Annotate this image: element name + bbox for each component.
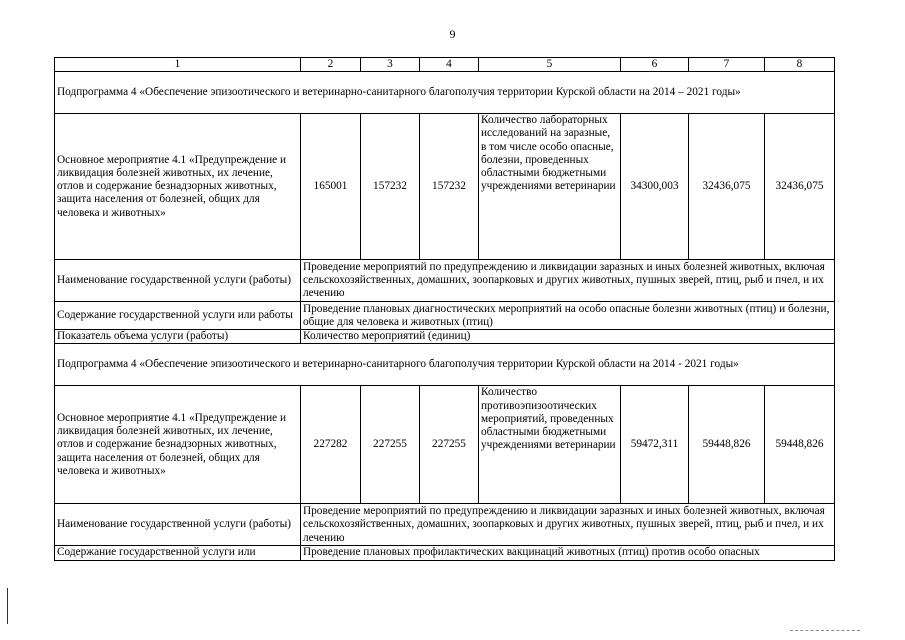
event-row xyxy=(55,114,835,260)
service-row xyxy=(55,504,835,546)
service-value: Проведение мероприятий по предупреждению и ликвидации заразных и иных болезней животных, включая сельскохозяйственных, домашних, зоопарковых и других животных, пушных зверей, птиц, рыб и пчел, и их лечению xyxy=(301,260,835,302)
header-cell: 1 xyxy=(55,58,301,72)
value-col2: 227282 xyxy=(301,386,361,504)
indicator-description: Количество лабораторных исследований на заразные, в том числе особо опасные, болезни, проведенных областными бюджетными учреждениями ветеринарии xyxy=(479,114,621,260)
header-cell: 8 xyxy=(765,58,835,72)
header-row xyxy=(55,58,835,72)
header-cell: 3 xyxy=(361,58,420,72)
scan-margin-mark xyxy=(7,588,8,624)
scan-artifact xyxy=(790,630,860,632)
service-row xyxy=(55,260,835,302)
content-value: Проведение плановых профилактических вакцинаций животных (птиц) против особо опасных xyxy=(301,546,835,560)
value-col2: 165001 xyxy=(301,114,361,260)
volume-value: Количество мероприятий (единиц) xyxy=(301,330,835,344)
content-row xyxy=(55,546,835,560)
event-description: Основное мероприятие 4.1 «Предупреждение и ликвидация болезней животных, их лечение, отлов и содержание безнадзорных животных, защита населения от болезней, общих для человека и животных» xyxy=(55,386,301,504)
volume-label: Показатель объема услуги (работы) xyxy=(55,330,301,344)
value-col3: 157232 xyxy=(361,114,420,260)
event-row xyxy=(55,386,835,504)
service-label: Наименование государственной услуги (работы) xyxy=(55,260,301,302)
value-col8: 59448,826 xyxy=(765,386,835,504)
header-cell: 7 xyxy=(689,58,765,72)
volume-row xyxy=(55,330,835,344)
value-col3: 227255 xyxy=(361,386,420,504)
value-col7: 32436,075 xyxy=(689,114,765,260)
content-label: Содержание государственной услуги или работы xyxy=(55,302,301,330)
content-row xyxy=(55,302,835,330)
subprogram-row xyxy=(55,344,835,386)
program-table xyxy=(54,57,835,561)
value-col7: 59448,826 xyxy=(689,386,765,504)
subprogram-row xyxy=(55,72,835,114)
subprogram-title: Подпрограмма 4 «Обеспечение эпизоотического и ветеринарно-санитарного благополучия территории Курской области на 2014 - 2021 годы» xyxy=(55,344,835,386)
content-value: Проведение плановых диагностических мероприятий на особо опасные болезни животных (птиц) и болезни, общие для человека и животных (птиц) xyxy=(301,302,835,330)
header-cell: 6 xyxy=(621,58,689,72)
value-col6: 59472,311 xyxy=(621,386,689,504)
page-number: 9 xyxy=(449,27,456,41)
value-col6: 34300,003 xyxy=(621,114,689,260)
header-cell: 5 xyxy=(479,58,621,72)
service-label: Наименование государственной услуги (работы) xyxy=(55,504,301,546)
header-cell: 2 xyxy=(301,58,361,72)
indicator-description: Количество противоэпизоотических мероприятий, проведенных областными бюджетными учреждениями ветеринарии xyxy=(479,386,621,504)
value-col4: 157232 xyxy=(420,114,479,260)
header-cell: 4 xyxy=(420,58,479,72)
service-value: Проведение мероприятий по предупреждению и ликвидации заразных и иных болезней животных, включая сельскохозяйственных, домашних, зоопарковых и других животных, пушных зверей, птиц, рыб и пчел, и их лечению xyxy=(301,504,835,546)
value-col8: 32436,075 xyxy=(765,114,835,260)
content-label: Содержание государственной услуги или xyxy=(55,546,301,560)
value-col4: 227255 xyxy=(420,386,479,504)
subprogram-title: Подпрограмма 4 «Обеспечение эпизоотического и ветеринарно-санитарного благополучия территории Курской области на 2014 – 2021 годы» xyxy=(55,72,835,114)
event-description: Основное мероприятие 4.1 «Предупреждение и ликвидация болезней животных, их лечение, отлов и содержание безнадзорных животных, защита населения от болезней, общих для человека и животных» xyxy=(55,114,301,260)
